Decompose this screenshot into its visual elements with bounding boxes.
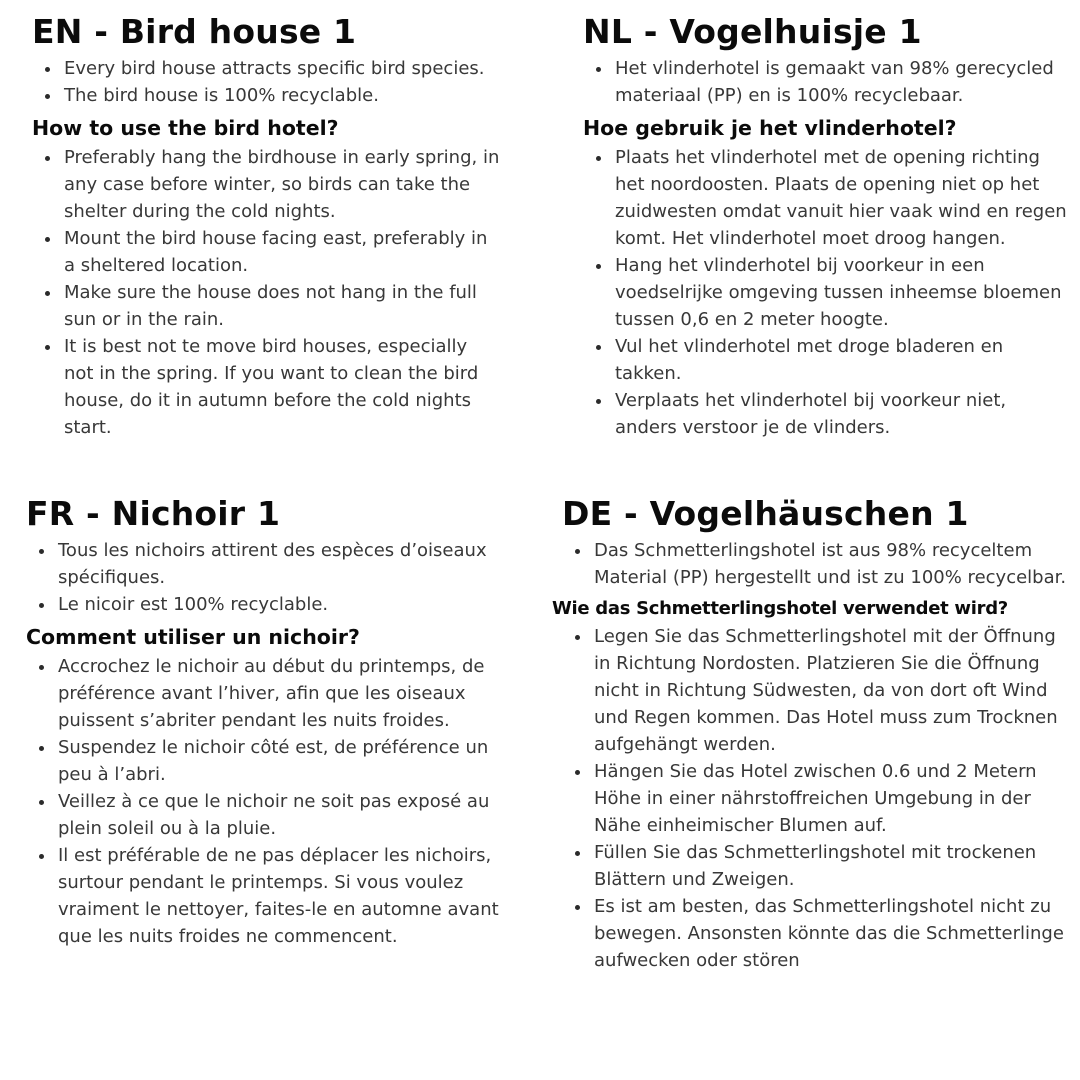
section-nl-usage-list [583, 144, 1067, 441]
bullet-item: • Make sure the house does not hang in the full sun or in the rain. [61, 279, 502, 333]
bullet-item: • Accrochez le nichoir au début du printemps, de préférence avant l’hiver, afin que les oiseaux puissent s’abriter pendant les nuits froides. [55, 653, 512, 734]
bullet-item: • Il est préférable de ne pas déplacer les nichoirs, surtour pendant le printemps. Si vous voulez vraiment le nettoyer, faites-le en automne avant que les nuits froides ne commencent. [55, 842, 512, 950]
bullet-item: • Preferably hang the birdhouse in early spring, in any case before winter, so birds can take the shelter during the cold nights. [61, 144, 502, 225]
bullet-item: • Hängen Sie das Hotel zwischen 0.6 und 2 Metern Höhe in einer nährstoffreichen Umgebung in der Nähe einheimischer Blumen auf. [591, 758, 1074, 839]
bullet-item: • Tous les nichoirs attirent des espèces d’oiseaux spécifiques. [55, 537, 512, 591]
bullet-item: • Hang het vlinderhotel bij voorkeur in een voedselrijke omgeving tussen inheemse bloemen tussen 0,6 en 2 meter hoogte. [612, 252, 1067, 333]
bullet-item: • Veillez à ce que le nichoir ne soit pas exposé au plein soleil ou à la pluie. [55, 788, 512, 842]
section-en-usage-list [32, 144, 502, 441]
section-nl-title: NL - Vogelhuisje 1 [583, 12, 922, 51]
bullet-item: • Het vlinderhotel is gemaakt van 98% gerecycled materiaal (PP) en is 100% recyclebaar. [612, 55, 1067, 109]
bullet-item: • Mount the bird house facing east, preferably in a sheltered location. [61, 225, 502, 279]
section-en-title: EN - Bird house 1 [32, 12, 357, 51]
section-nl-intro-list [583, 55, 1067, 109]
bullet-item: • Suspendez le nichoir côté est, de préférence un peu à l’abri. [55, 734, 512, 788]
bullet-item: • Le nicoir est 100% recyclable. [55, 591, 512, 618]
bullet-item: • It is best not te move bird houses, especially not in the spring. If you want to clean the bird house, do it in autumn before the cold nights start. [61, 333, 502, 441]
bullet-item: • Vul het vlinderhotel met droge bladeren en takken. [612, 333, 1067, 387]
section-de-title: DE - Vogelhäuschen 1 [562, 494, 969, 533]
bullet-item: • The bird house is 100% recyclable. [61, 82, 502, 109]
section-nl [583, 14, 1067, 441]
bullet-item: • Füllen Sie das Schmetterlingshotel mit trockenen Blättern und Zweigen. [591, 839, 1074, 893]
section-en-subheading: How to use the bird hotel? [32, 115, 339, 140]
bullet-item: • Es ist am besten, das Schmetterlingshotel nicht zu bewegen. Ansonsten könnte das die Schmetterlinge aufwecken oder stören [591, 893, 1074, 974]
section-de-intro-list [562, 537, 1074, 591]
bullet-item: • Das Schmetterlingshotel ist aus 98% recyceltem Material (PP) hergestellt und ist zu 100% recycelbar. [591, 537, 1074, 591]
section-en [32, 14, 502, 441]
bullet-item: • Plaats het vlinderhotel met de opening richting het noordoosten. Plaats de opening niet op het zuidwesten omdat vanuit hier vaak wind en regen komt. Het vlinderhotel moet droog hangen. [612, 144, 1067, 252]
section-fr-intro-list [26, 537, 512, 618]
section-en-intro-list [32, 55, 502, 109]
section-nl-subheading: Hoe gebruik je het vlinderhotel? [583, 115, 957, 140]
section-fr-subheading: Comment utiliser un nichoir? [26, 624, 360, 649]
section-de-usage-list [562, 623, 1074, 974]
bullet-item: • Legen Sie das Schmetterlingshotel mit der Öffnung in Richtung Nordosten. Platzieren Sie die Öffnung nicht in Richtung Südwesten, da von dort oft Wind und Regen kommen. Das Hotel muss zum Trocknen aufgehängt werden. [591, 623, 1074, 758]
section-de [552, 494, 1074, 974]
section-de-subheading: Wie das Schmetterlingshotel verwendet wird? [552, 597, 1008, 619]
section-fr-title: FR - Nichoir 1 [26, 494, 281, 533]
bullet-item: • Every bird house attracts specific bird species. [61, 55, 502, 82]
bullet-item: • Verplaats het vlinderhotel bij voorkeur niet, anders verstoor je de vlinders. [612, 387, 1067, 441]
section-fr [26, 496, 512, 950]
section-fr-usage-list [26, 653, 512, 950]
